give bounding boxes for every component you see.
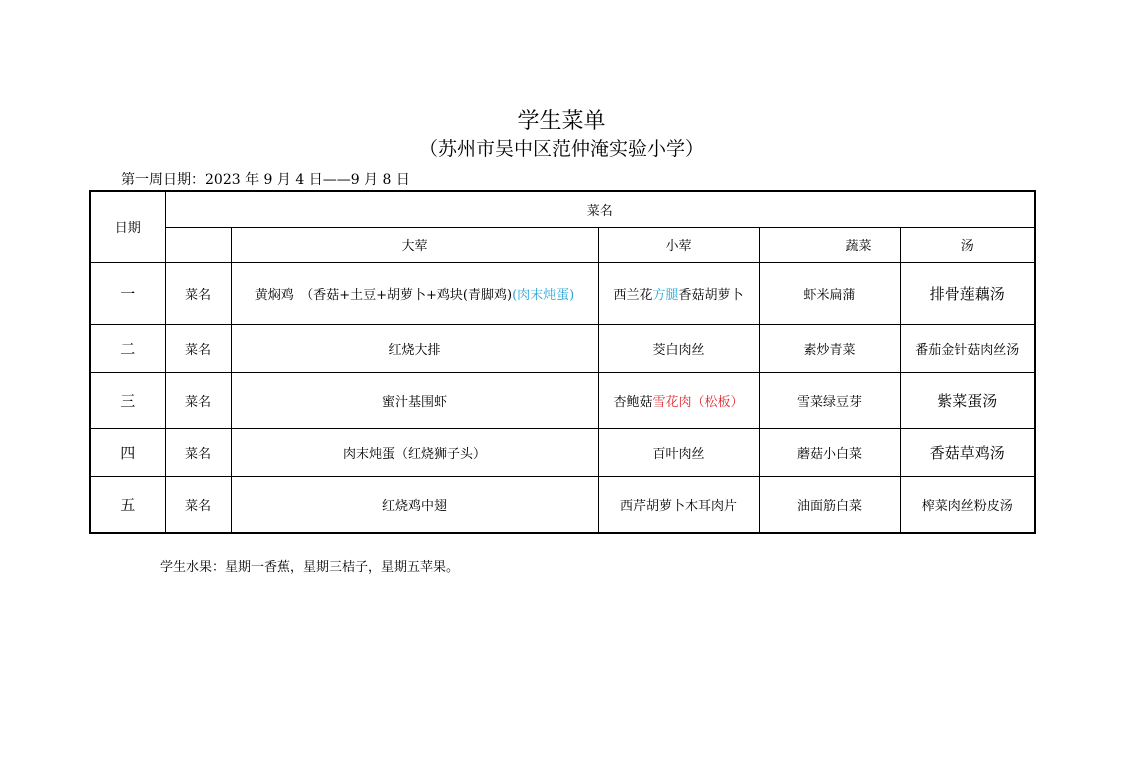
- table-row: [90, 262, 1035, 324]
- day-cell: 一: [90, 262, 165, 324]
- day-cell: 二: [90, 324, 165, 372]
- row-label: 菜名: [165, 372, 231, 428]
- row-label: 菜名: [165, 324, 231, 372]
- day-cell: 四: [90, 428, 165, 476]
- header-date: 日期: [90, 191, 165, 262]
- small-meat-cell: 西芹胡萝卜木耳肉片: [598, 476, 759, 533]
- header-empty-cell: [165, 227, 231, 262]
- small-meat-cell: 百叶肉丝: [598, 428, 759, 476]
- header-small-meat: 小荤: [598, 227, 759, 262]
- small-meat-cell: [598, 372, 759, 428]
- fruit-note: 学生水果：星期一香蕉，星期三桔子，星期五苹果。: [160, 560, 460, 575]
- small-meat-text-a: 杏鲍菇: [613, 394, 653, 410]
- veg-cell: 油面筋白菜: [759, 476, 900, 533]
- soup-cell: 番茄金针菇肉丝汤: [900, 324, 1035, 372]
- row-label: 菜名: [165, 476, 231, 533]
- soup-cell: 排骨莲藕汤: [900, 262, 1035, 324]
- row-label: 菜名: [165, 262, 231, 324]
- table-row: [90, 476, 1035, 533]
- big-meat-cell: 肉末炖蛋（红烧狮子头）: [231, 428, 598, 476]
- header-dish: 菜名: [165, 191, 1035, 227]
- header-veg: 蔬菜: [759, 227, 900, 262]
- veg-cell: 素炒青菜: [759, 324, 900, 372]
- table-row: [90, 372, 1035, 428]
- big-meat-cell: 蜜汁基围虾: [231, 372, 598, 428]
- soup-cell: 榨菜肉丝粉皮汤: [900, 476, 1035, 533]
- small-meat-text-a: 西兰花: [613, 287, 653, 303]
- day-cell: 五: [90, 476, 165, 533]
- table-row: [90, 324, 1035, 372]
- small-meat-cell: [598, 262, 759, 324]
- menu-table: [89, 190, 1036, 534]
- small-meat-text-c: 香菇胡萝卜: [678, 287, 744, 303]
- row-label: 菜名: [165, 428, 231, 476]
- big-meat-text: 黄焖鸡 （香菇+土豆+胡萝卜+鸡块(青脚鸡): [254, 287, 513, 303]
- header-big-meat: 大荤: [231, 227, 598, 262]
- big-meat-cell: 红烧鸡中翅: [231, 476, 598, 533]
- day-cell: 三: [90, 372, 165, 428]
- page-title: 学生菜单: [517, 109, 606, 134]
- small-meat-text-b: 雪花肉（松板）: [652, 394, 744, 410]
- small-meat-cell: 茭白肉丝: [598, 324, 759, 372]
- soup-cell: 香菇草鸡汤: [900, 428, 1035, 476]
- big-meat-cell: [231, 262, 598, 324]
- veg-cell: 雪菜绿豆芽: [759, 372, 900, 428]
- table-header-row: [90, 191, 1035, 227]
- soup-cell: 紫菜蛋汤: [900, 372, 1035, 428]
- big-meat-cell: 红烧大排: [231, 324, 598, 372]
- table-subheader-row: [90, 227, 1035, 262]
- page-subtitle: （苏州市吴中区范仲淹实验小学）: [418, 138, 704, 160]
- small-meat-text-b: 方腿: [652, 287, 679, 303]
- veg-cell: 蘑菇小白菜: [759, 428, 900, 476]
- table-row: [90, 428, 1035, 476]
- header-soup: 汤: [900, 227, 1035, 262]
- veg-cell: 虾米扁蒲: [759, 262, 900, 324]
- week-date-line: 第一周日期：2023 年 9 月 4 日——9 月 8 日: [121, 172, 410, 188]
- big-meat-alt-text: (肉末炖蛋): [512, 287, 575, 303]
